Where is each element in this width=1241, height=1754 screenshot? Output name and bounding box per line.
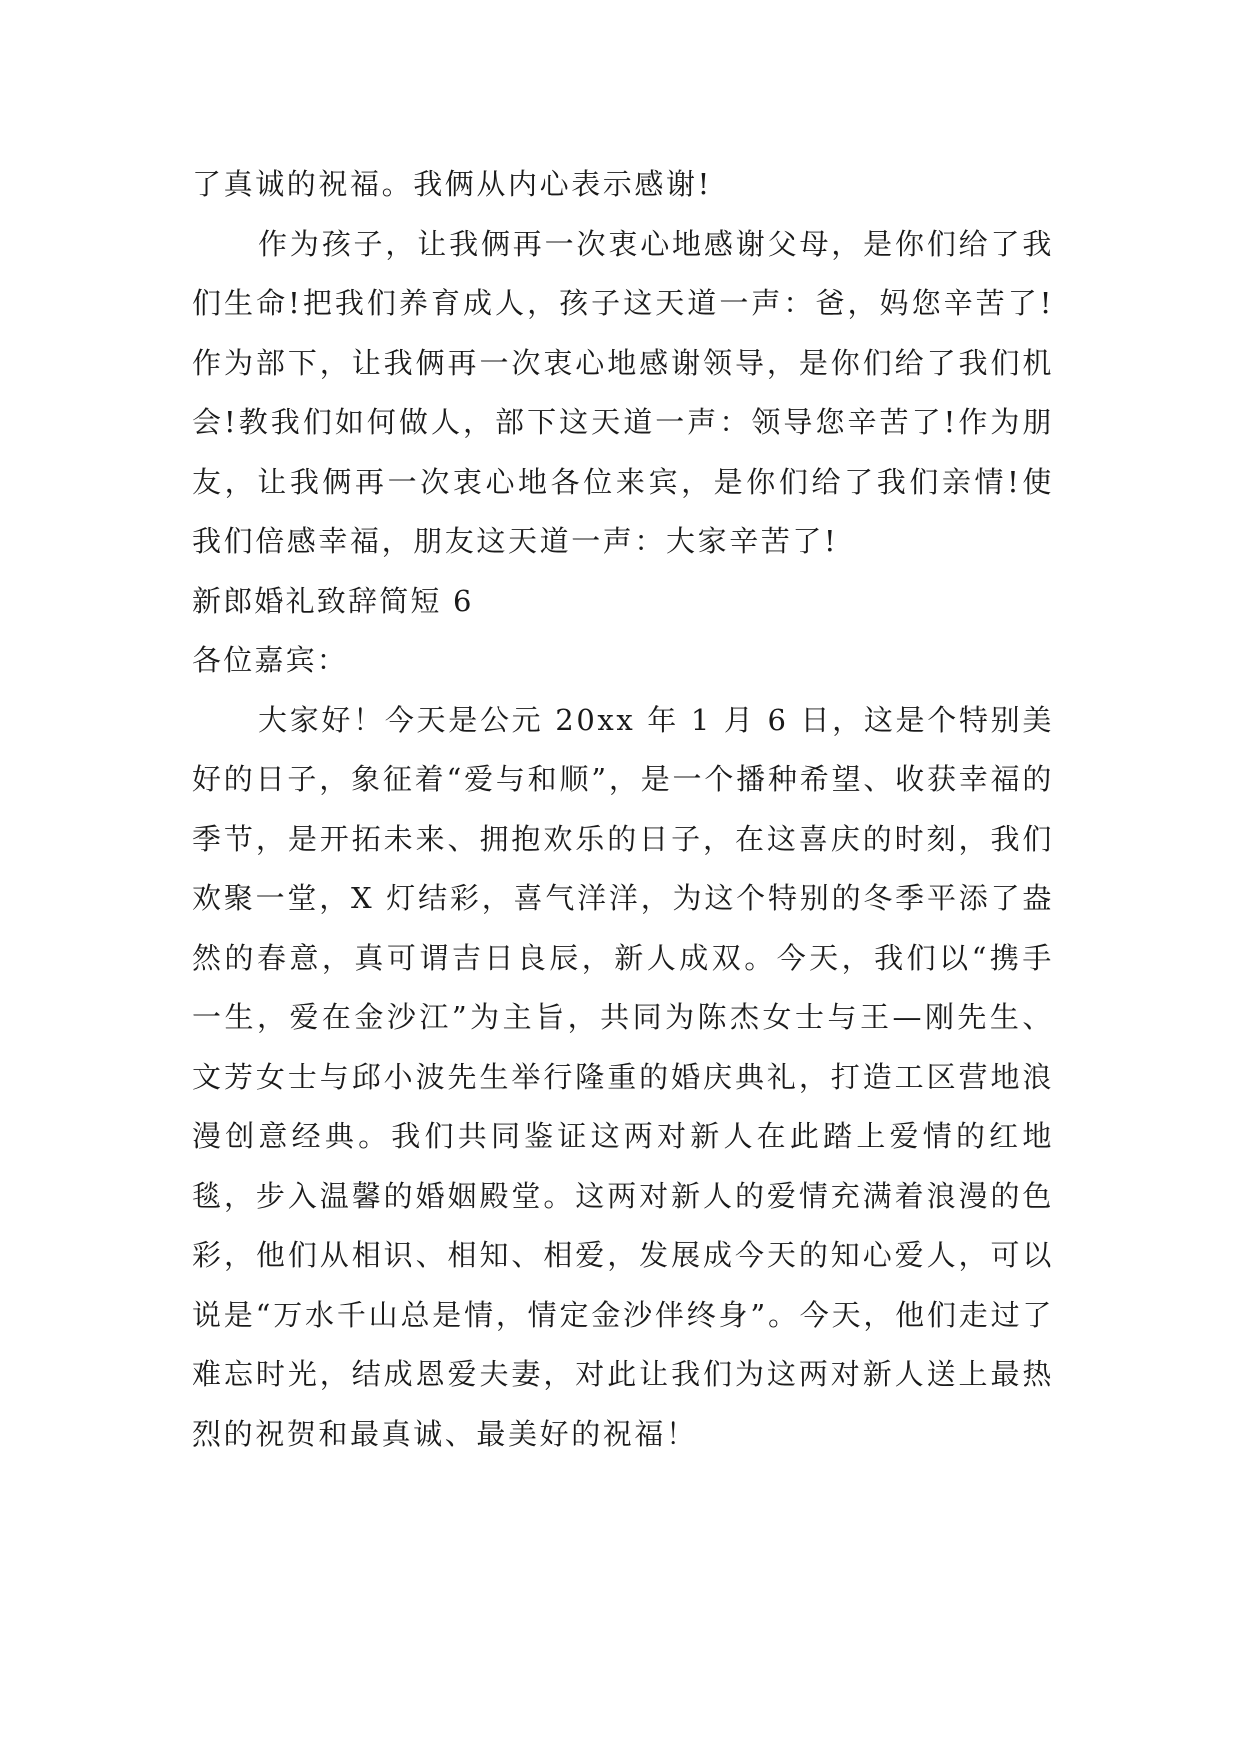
document-body	[192, 155, 1054, 1464]
salutation: 各位嘉宾：	[192, 643, 349, 677]
paragraph-speech-body: 大家好！今天是公元 20xx 年 1 月 6 日，这是个特别美好的日子，象征着“爱与和顺”，是一个播种希望、收获幸福的季节，是开拓未来、拥抱欢乐的日子，在这喜庆的时刻，我们欢聚一堂，X 灯结彩，喜气洋洋，为这个特别的冬季平添了盎然的春意，真可谓吉日良辰，新人成双。今天，我们以“携手一生，爱在金沙江”为主旨，共同为陈杰女士与王—刚先生、文芳女士与邱小波先生举行隆重的婚庆典礼，打造工区营地浪漫创意经典。我们共同鉴证这两对新人在此踏上爱情的红地毯，步入温馨的婚姻殿堂。这两对新人的爱情充满着浪漫的色彩，他们从相识、相知、相爱，发展成今天的知心爱人，可以说是“万水千山总是情，情定金沙伴终身”。今天，他们走过了难忘时光，结成恩爱夫妻，对此让我们为这两对新人送上最热烈的祝贺和最真诚、最美好的祝福！	[192, 702, 1054, 1451]
paragraph-gratitude: 作为孩子，让我俩再一次衷心地感谢父母，是你们给了我们生命!把我们养育成人，孩子这天道一声：爸，妈您辛苦了!作为部下，让我俩再一次衷心地感谢领导，是你们给了我们机会!教我们如何做人，部下这天道一声：领导您辛苦了!作为朋友，让我俩再一次衷心地各位来宾，是你们给了我们亲情!使我们倍感幸福，朋友这天道一声：大家辛苦了!	[192, 226, 1054, 558]
paragraph-closing-thanks: 了真诚的祝福。我俩从内心表示感谢!	[192, 167, 712, 201]
section-heading: 新郎婚礼致辞简短 6	[192, 583, 474, 618]
